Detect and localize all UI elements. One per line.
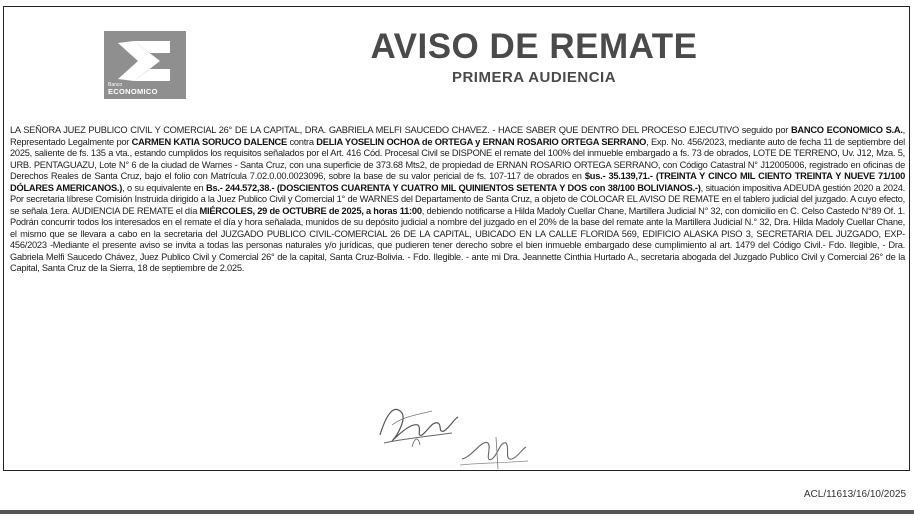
- judge-signature: [372, 395, 462, 455]
- notice-subtitle: PRIMERA AUDIENCIA: [451, 69, 617, 86]
- body-bold-segment: DELIA YOSELIN OCHOA de ORTEGA y ERNAN ROSARIO ORTEGA SERRANO: [316, 136, 647, 147]
- body-bold-segment: BANCO ECONOMICO S.A.: [790, 125, 903, 135]
- body-bold-segment: Bs.- 244.572,38.- (DOSCIENTOS CUARENTA Y CUATRO MIL QUINIENTOS SETENTA Y DOS con 38/100 BOLIVIANOS.-): [205, 182, 701, 193]
- body-bold-segment: $us.- 35.139,71.- (TREINTA Y CINCO MIL CIENTO TREINTA Y NUEVE 71/100 DÓLARES AMERICANOS.): [10, 171, 905, 193]
- bank-logo: [104, 31, 186, 99]
- body-segment: , situación impositiva ADEUDA gestión 2020 a 2024. Por secretaria líbrese Comisión Instruida dirigido a la Juez Publico Civil y Comercial 1° de WARNES del Departamento de Santa Cruz, a objeto de COLOCAR EL AVISO DE REMATE en el tablero judicial del juzgado. A cuyo efecto, se señala 1era. AUDIENCIA DE REMATE el día: [10, 182, 905, 216]
- notice-title: AVISO DE REMATE: [370, 27, 698, 66]
- body-segment: contra: [286, 136, 317, 147]
- body-bold-segment: CARMEN KATIA SORUCO DALENCE: [131, 136, 287, 147]
- body-segment: , debiendo notificarse a Hilda Madoly Cuellar Chane, Martillera Judicial N° 32, con domicilio en C. Celso Castedo N°89 Of. 1. Podrán concurrir todos los interesados en el remate el día y hora señalada, munidos de su depósito judicial a nombre del juzgado en el 20% de la base del remate ante la Martillera Judicial N.° 32, Dra. Hilda Madoly Cuellar Chane, el mismo que se llevara a cabo en la secretaria del JUZGADO PUBLICO CIVIL-COMERCIAL 26 DE LA CAPITAL, UBICADO EN LA CALLE FLORIDA 569, EDIFICIO ALASKA PISO 3, SECRETARIA DEL JUZGADO, EXP-456/2023 -Mediante el presente aviso se invita a todas las personas naturales y/o jurídicas, que pudieren tener derecho sobre el bien inmueble embargado dese cumplimiento al art. 1479 del Código Civil.- Fdo. Ilegible, - Dra. Gabriela Melfi Saucedo Chávez, Juez Publico Civil y Comercial 26° de la capital, Santa Cruz-Bolivia. - Fdo. Ilegible. - ante mi Dra. Jeannette Cinthia Hurtado A., secretaria abogada del Juzgado Publico Civil y Comercial 26° de la Capital, Santa Cruz de la Sierra, 18 de septiembre de 2.025.: [10, 205, 905, 273]
- secretary-signature: [452, 429, 532, 473]
- notice-body: [10, 125, 905, 275]
- publication-reference: ACL/11613/16/10/2025: [803, 489, 906, 500]
- body-segment: , Exp. No. 456/2023, mediante auto de fecha 11 de septiembre del 2025, saliente de fs. 135 a vta., estando cumplidos los requisitos señalados por el Art. 416 Cód. Procesal Civil se DISPONE el remate del 100% del inmueble embargado a fs. 73 de obrados, LOTE DE TERRENO, Uv. J12, Mza. 5, URB. PENTAGUAZU, Lote N° 6 de la ciudad de Warnes - Santa Cruz, con una superficie de 373.68 Mts2, de propiedad de ERNAN ROSARIO ORTEGA SERRANO, con Código Catastral N° J12005006, registrado en oficinas de Derechos Reales de Santa Cruz, bajo el folio con Matrícula 7.02.0.00.0023096, sobre la base de su valor pericial de fs. 107-117 de obrados en: [10, 136, 905, 181]
- auction-notice: [3, 6, 910, 471]
- body-bold-segment: MIÉRCOLES, 29 de OCTUBRE de 2025, a horas 11:00: [199, 205, 422, 216]
- body-segment: , o su equivalente en: [122, 182, 206, 193]
- body-segment: LA SEÑORA JUEZ PUBLICO CIVIL Y COMERCIAL 26° DE LA CAPITAL, DRA. GABRIELA MELFI SAUCEDO CHAVEZ. - HACE SABER QUE DENTRO DEL PROCESO EJECUTIVO seguido por: [10, 125, 791, 135]
- logo-small-text: Banco: [108, 82, 123, 88]
- body-segment: , Representado Legalmente por: [10, 125, 905, 147]
- page-divider: [0, 510, 914, 514]
- logo-name: ECONOMICO: [108, 87, 158, 96]
